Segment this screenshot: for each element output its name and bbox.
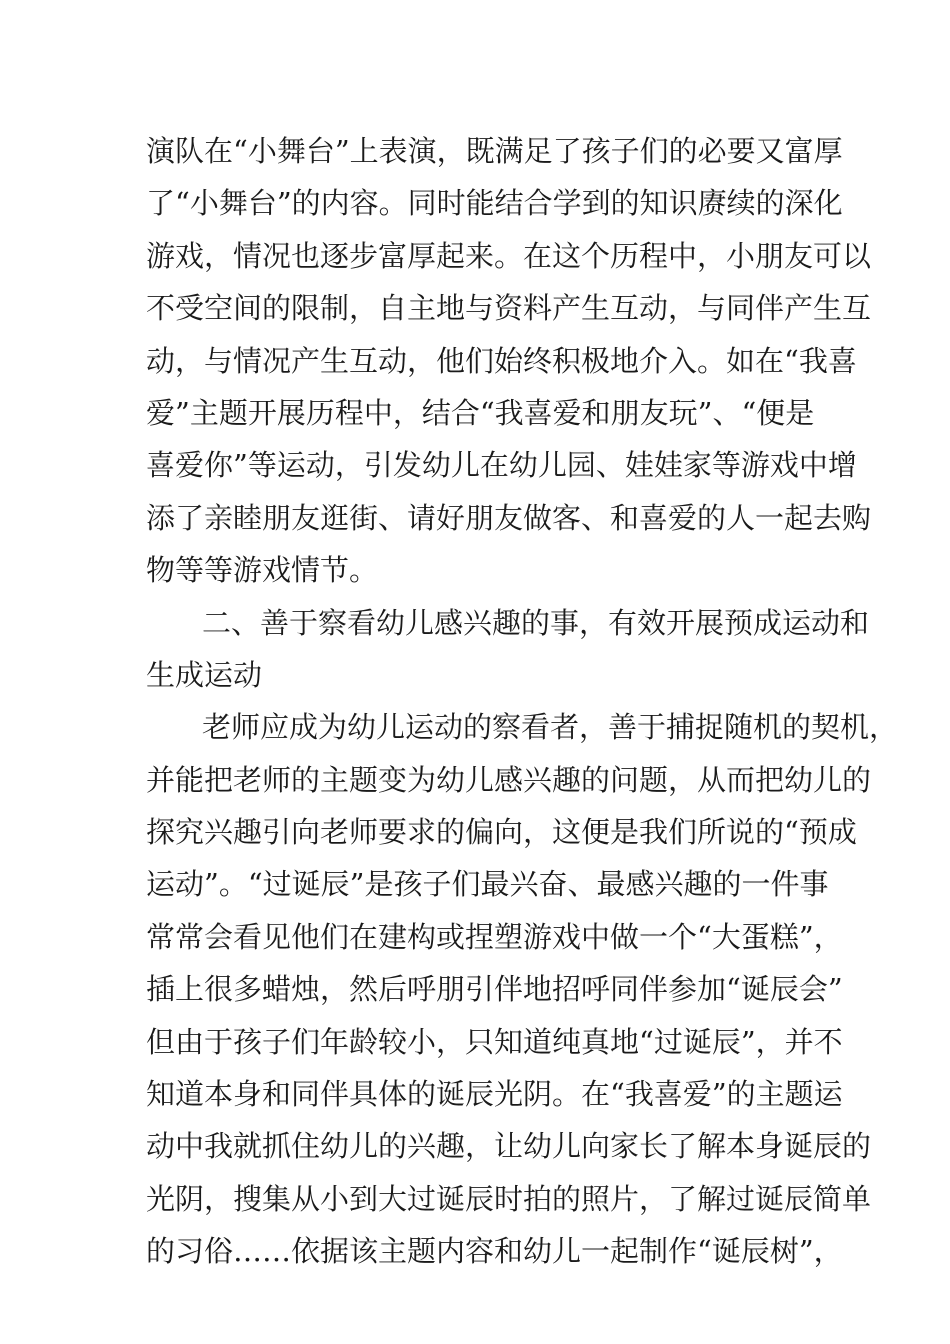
text-line: 探究兴趣引向老师要求的偏向，这便是我们所说的“预成 [146, 815, 857, 850]
text-line: 光阴，搜集从小到大过诞辰时拍的照片，了解过诞辰简单 [146, 1181, 872, 1216]
text-line: 游戏，情况也逐步富厚起来。在这个历程中，小朋友可以 [146, 238, 872, 273]
text-line: 喜爱你”等运动，引发幼儿在幼儿园、娃娃家等游戏中增 [146, 448, 857, 483]
text-line: 动中我就抓住幼儿的兴趣，让幼儿向家长了解本身诞辰的 [146, 1129, 872, 1164]
text-line: 常常会看见他们在建构或捏塑游戏中做一个“大蛋糕”， [146, 919, 843, 954]
text-line: 添了亲睦朋友逛街、请好朋友做客、和喜爱的人一起去购 [146, 500, 872, 535]
text-line: 了“小舞台”的内容。同时能结合学到的知识赓续的深化 [146, 186, 843, 221]
paragraph-start-line: 二、善于察看幼儿感兴趣的事，有效开展预成运动和 [202, 605, 870, 640]
text-line: 物等等游戏情节。 [146, 553, 379, 588]
text-line: 知道本身和同伴具体的诞辰光阴。在“我喜爱”的主题运 [146, 1077, 843, 1112]
text-line: 不受空间的限制，自主地与资料产生互动，与同伴产生互 [146, 291, 872, 326]
text-line: 并能把老师的主题变为幼儿感兴趣的问题，从而把幼儿的 [146, 762, 872, 797]
text-line: 生成运动 [146, 657, 263, 692]
paragraph-start-line: 老师应成为幼儿运动的察看者，善于捕捉随机的契机， [202, 710, 899, 745]
text-line: 爱”主题开展历程中，结合“我喜爱和朋友玩”、“便是 [146, 395, 815, 430]
text-line: 的习俗……依据该主题内容和幼儿一起制作“诞辰树”， [146, 1234, 843, 1269]
text-line: 插上很多蜡烛，然后呼朋引伴地招呼同伴参加“诞辰会” [146, 972, 843, 1007]
text-line: 运动”。“过诞辰”是孩子们最兴奋、最感兴趣的一件事 [146, 867, 829, 902]
text-line: 动，与情况产生互动，他们始终积极地介入。如在“我喜 [146, 343, 857, 378]
body-text [146, 125, 899, 1278]
text-line: 演队在“小舞台”上表演，既满足了孩子们的必要又富厚 [146, 134, 843, 168]
text-line: 但由于孩子们年龄较小，只知道纯真地“过诞辰”，并不 [146, 1024, 843, 1059]
